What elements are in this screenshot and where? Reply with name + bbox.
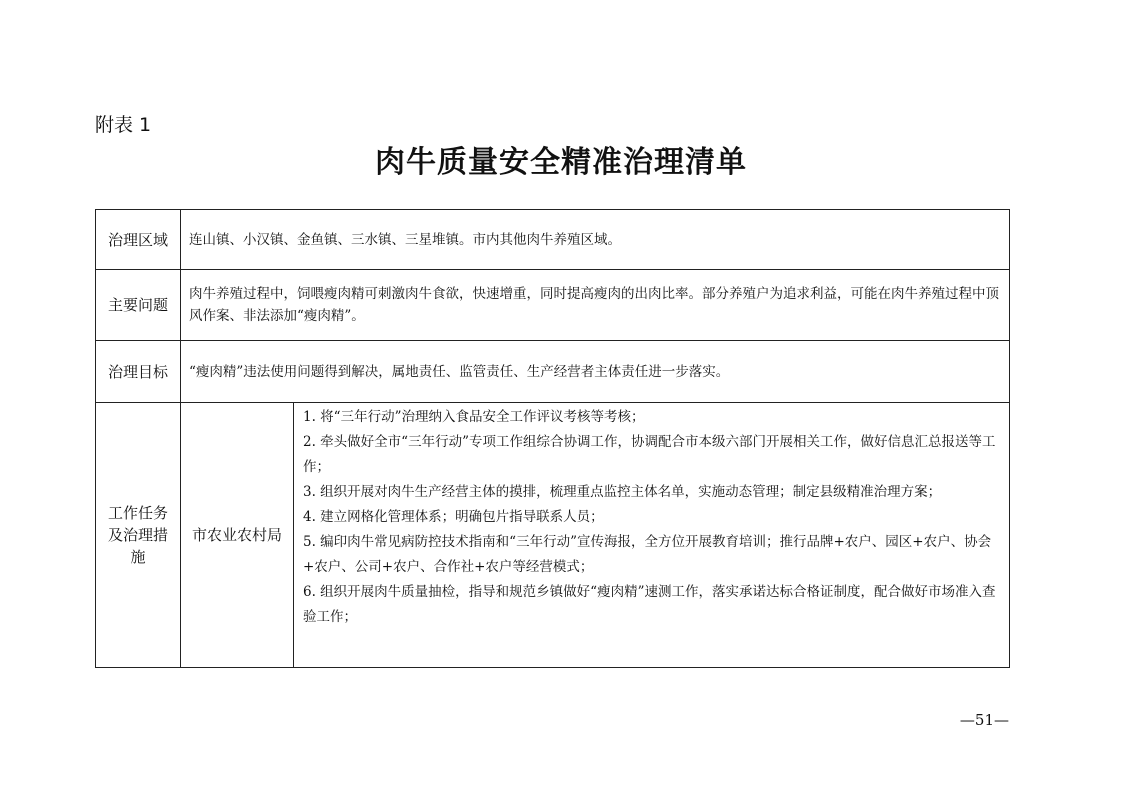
row-label-problem: 主要问题 <box>95 269 181 341</box>
appendix-label: 附表 1 <box>95 114 152 136</box>
row-label-goal: 治理目标 <box>95 340 181 403</box>
row-content-region: 连山镇、小汉镇、金鱼镇、三水镇、三星堆镇。市内其他肉牛养殖区域。 <box>180 209 1010 270</box>
task-list <box>294 403 1009 630</box>
row-content-problem: 肉牛养殖过程中，饲喂瘦肉精可刺激肉牛食欲，快速增重，同时提高瘦肉的出肉比率。部分养殖户为追求利益，可能在肉牛养殖过程中顶风作案、非法添加“瘦肉精”。 <box>180 269 1010 341</box>
row-label-region: 治理区域 <box>95 209 181 270</box>
task-item-4: 4. 建立网格化管理体系；明确包片指导联系人员； <box>303 509 604 525</box>
task-item-6: 6. 组织开展肉牛质量抽检，指导和规范乡镇做好“瘦肉精”速测工作，落实承诺达标合格证制度，配合做好市场准入查验工作； <box>303 584 996 625</box>
task-item-5: 5. 编印肉牛常见病防控技术指南和“三年行动”宣传海报，全方位开展教育培训；推行品牌+农户、园区+农户、协会+农户、公司+农户、合作社+农户等经营模式； <box>303 534 992 575</box>
row-label-tasks: 工作任务及治理措施 <box>95 402 181 668</box>
page-number: —51— <box>959 711 1009 729</box>
department-cell: 市农业农村局 <box>180 402 294 668</box>
row-content-goal: “瘦肉精”违法使用问题得到解决，属地责任、监管责任、生产经营者主体责任进一步落实。 <box>180 340 1010 403</box>
task-item-3: 3. 组织开展对肉牛生产经营主体的摸排，梳理重点监控主体名单，实施动态管理；制定县级精准治理方案； <box>303 484 942 500</box>
task-list-cell <box>293 402 1010 668</box>
task-item-1: 1. 将“三年行动”治理纳入食品安全工作评议考核等考核； <box>303 409 645 425</box>
task-item-2: 2. 牵头做好全市“三年行动”专项工作组综合协调工作，协调配合市本级六部门开展相关工作，做好信息汇总报送等工作； <box>303 434 996 475</box>
document-title: 肉牛质量安全精准治理清单 <box>375 145 747 180</box>
